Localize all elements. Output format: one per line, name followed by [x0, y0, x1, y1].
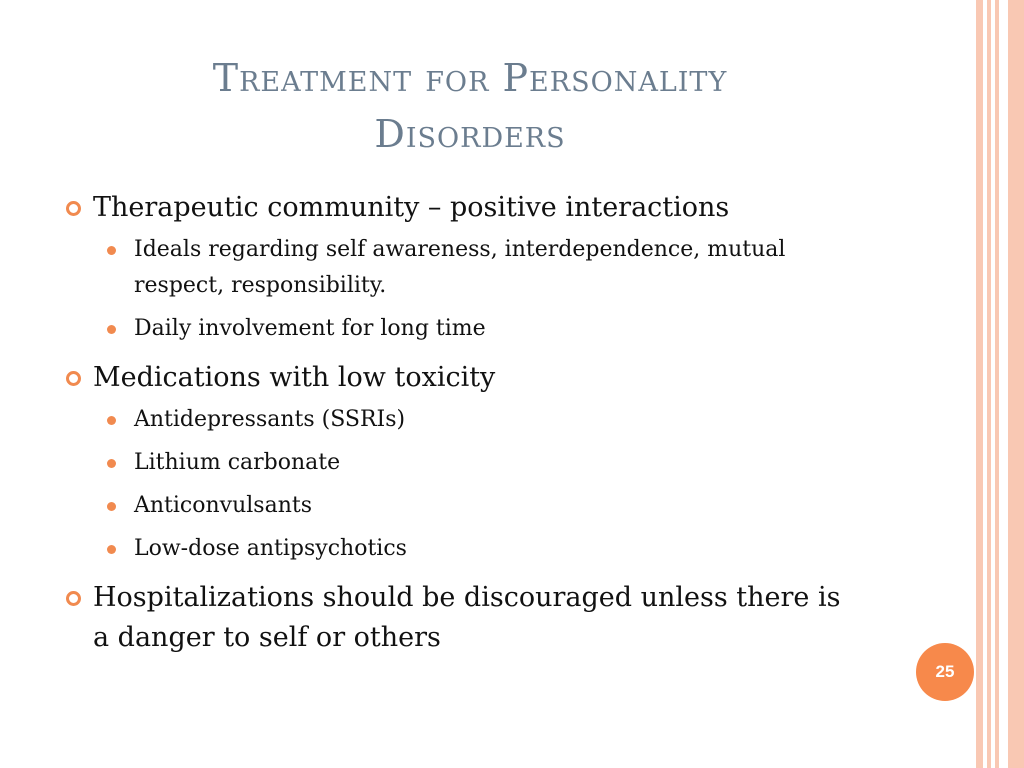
sub-bullet-item: [103, 445, 862, 481]
sub-bullet-text: Ideals regarding self awareness, interdependence, mutual respect, responsibility.: [134, 237, 786, 298]
slide-title-line: Treatment for Personality: [212, 56, 728, 100]
bullet-text: Therapeutic community – positive interactions: [93, 192, 730, 223]
dot-bullet-icon: [107, 416, 116, 425]
bullet-item: [62, 578, 862, 658]
decorative-stripe: [976, 0, 983, 768]
sub-bullet-item: [103, 488, 862, 524]
sub-bullet-item: [103, 531, 862, 567]
bullet-text: Hospitalizations should be discouraged unless there is a danger to self or others: [93, 582, 841, 653]
sub-bullet-text: Lithium carbonate: [134, 450, 341, 475]
sub-bullet-text: Antidepressants (SSRIs): [134, 407, 406, 432]
dot-bullet-icon: [107, 325, 116, 334]
dot-bullet-icon: [107, 459, 116, 468]
ring-bullet-icon: [66, 371, 81, 386]
dot-bullet-icon: [107, 246, 116, 255]
sub-bullet-item: [103, 402, 862, 438]
bullet-item: [62, 358, 862, 398]
dot-bullet-icon: [107, 545, 116, 554]
slide-title-line: Disorders: [374, 112, 566, 156]
slide-content: [62, 188, 862, 658]
sub-bullet-item: [103, 311, 862, 347]
slide-title: [60, 50, 880, 162]
sub-bullet-text: Daily involvement for long time: [134, 316, 486, 341]
ring-bullet-icon: [66, 201, 81, 216]
decorative-stripe: [995, 0, 999, 768]
decorative-stripe: [987, 0, 991, 768]
sub-bullet-list: [103, 402, 862, 567]
sub-bullet-text: Anticonvulsants: [134, 493, 313, 518]
bullet-text: Medications with low toxicity: [93, 362, 496, 393]
sub-bullet-item: [103, 232, 862, 304]
dot-bullet-icon: [107, 502, 116, 511]
sub-bullet-list: [103, 232, 862, 347]
sub-bullet-text: Low-dose antipsychotics: [134, 536, 407, 561]
decorative-stripe: [1008, 0, 1024, 768]
ring-bullet-icon: [66, 591, 81, 606]
page-number-badge: 25: [916, 643, 974, 701]
bullet-item: [62, 188, 862, 228]
